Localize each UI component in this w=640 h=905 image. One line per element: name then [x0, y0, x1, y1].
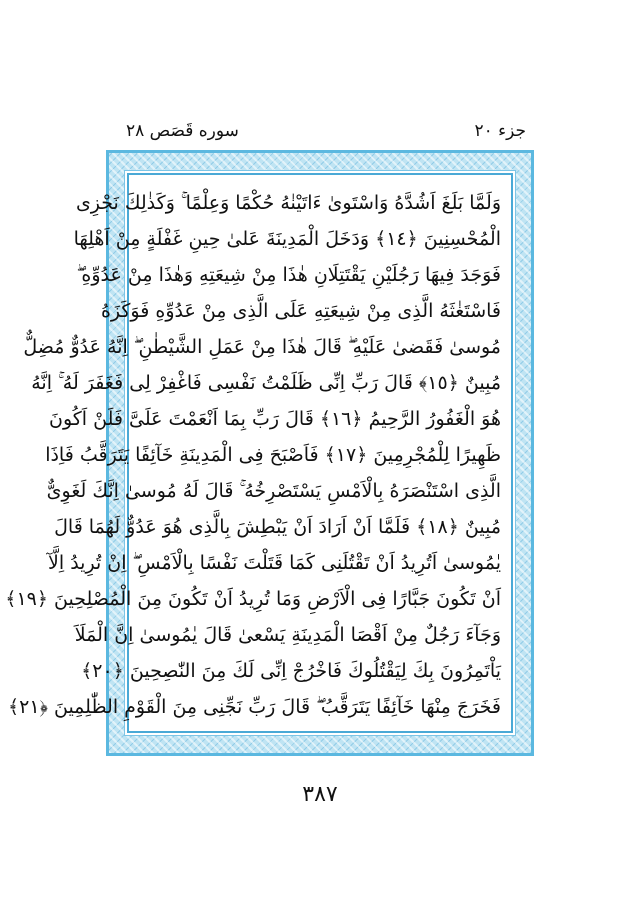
text-panel	[5, 173, 513, 733]
verse-line: اَنْ تَكُونَ جَبَّارًا فِى الْاَرْضِ وَمَا تُرِيدُ اَنْ تَكُونَ مِنَ الْمُصْلِحِينَ ﴿١٩﴾	[5, 588, 501, 610]
verse-line: مُبِينٌ ﴿١٥﴾ قَالَ رَبِّ اِنِّى ظَلَمْتُ نَفْسِى فَاغْفِرْ لِى فَغَفَرَ لَهُ ۚ اِنَّهُ	[31, 372, 501, 394]
verse-line: فَاسْتَغٰثَهُ الَّذِى مِنْ شِيعَتِهِ عَلَى الَّذِى مِنْ عَدُوِّهِ فَوَكَزَهُ	[100, 300, 501, 322]
verse-line: ظَهِيرًا لِلْمُجْرِمِينَ ﴿١٧﴾ فَاَصْبَحَ فِى الْمَدِينَةِ خَآئِفًا يَتَرَقَّبُ فَاِذَا	[45, 444, 501, 466]
juz-label: جزء ٢٠	[474, 121, 526, 141]
verse-line: فَخَرَجَ مِنْهَا خَآئِفًا يَتَرَقَّبُ ۖ قَالَ رَبِّ نَجِّنِى مِنَ الْقَوْمِ الظّٰلِمِينَ ﴿٢١﴾	[7, 696, 501, 718]
verse-line: مُبِينٌ ﴿١٨﴾ فَلَمَّا اَنْ اَرَادَ اَنْ يَبْطِشَ بِالَّذِى هُوَ عَدُوٌّ لَهُمَا قَالَ	[54, 516, 501, 538]
page-header	[126, 118, 526, 144]
verse-line: الَّذِى اسْتَنْصَرَهُ بِالْاَمْسِ يَسْتَصْرِخُهُ ۚ قَالَ لَهُ مُوسىٰ اِنَّكَ لَغَوِىٌّ	[46, 480, 501, 502]
verse-line: يٰمُوسىٰ اَتُرِيدُ اَنْ تَقْتُلَنِى كَمَا قَتَلْتَ نَفْسًا بِالْاَمْسِ ۖ اِنْ تُرِيدُ اِلَّآ	[48, 552, 501, 574]
decorative-border-frame	[5, 150, 534, 756]
verse-lines	[5, 187, 501, 723]
verse-line: هُوَ الْغَفُورُ الرَّحِيمُ ﴿١٦﴾ قَالَ رَبِّ بِمَا اَنْعَمْتَ عَلَىَّ فَلَنْ اَكُونَ	[48, 408, 501, 430]
verse-line: الْمُحْسِنِينَ ﴿١٤﴾ وَدَخَلَ الْمَدِينَةَ عَلىٰ حِينِ غَفْلَةٍ مِنْ اَهْلِهَا	[73, 228, 501, 250]
verse-line: فَوَجَدَ فِيهَا رَجُلَيْنِ يَقْتَتِلَانِ هٰذَا مِنْ شِيعَتِهِ وَهٰذَا مِنْ عَدُوِّهِ ۖ	[76, 264, 501, 286]
verse-line: وَجَآءَ رَجُلٌ مِنْ اَقْصَا الْمَدِينَةِ يَسْعىٰ قَالَ يٰمُوسىٰ اِنَّ الْمَلَاَ	[74, 624, 501, 646]
verse-line: مُوسىٰ فَقَضىٰ عَلَيْهِ ۖ قَالَ هٰذَا مِنْ عَمَلِ الشَّيْطٰنِ ۖ اِنَّهُ عَدُوٌّ مُضِلٌّ	[23, 336, 501, 358]
verse-line: وَلَمَّا بَلَغَ اَشُدَّهُ وَاسْتَوىٰ ءَاتَيْنٰهُ حُكْمًا وَعِلْمًا ۚ وَكَذٰلِكَ نَجْزِى	[75, 192, 501, 214]
surah-label: سوره قَصَص ٢٨	[126, 121, 239, 141]
verse-line: يَاْتَمِرُونَ بِكَ لِيَقْتُلُوكَ فَاخْرُجْ اِنِّى لَكَ مِنَ النّٰصِحِينَ ﴿٢٠﴾	[81, 660, 501, 682]
page-number: ٣٨٧	[302, 782, 338, 807]
